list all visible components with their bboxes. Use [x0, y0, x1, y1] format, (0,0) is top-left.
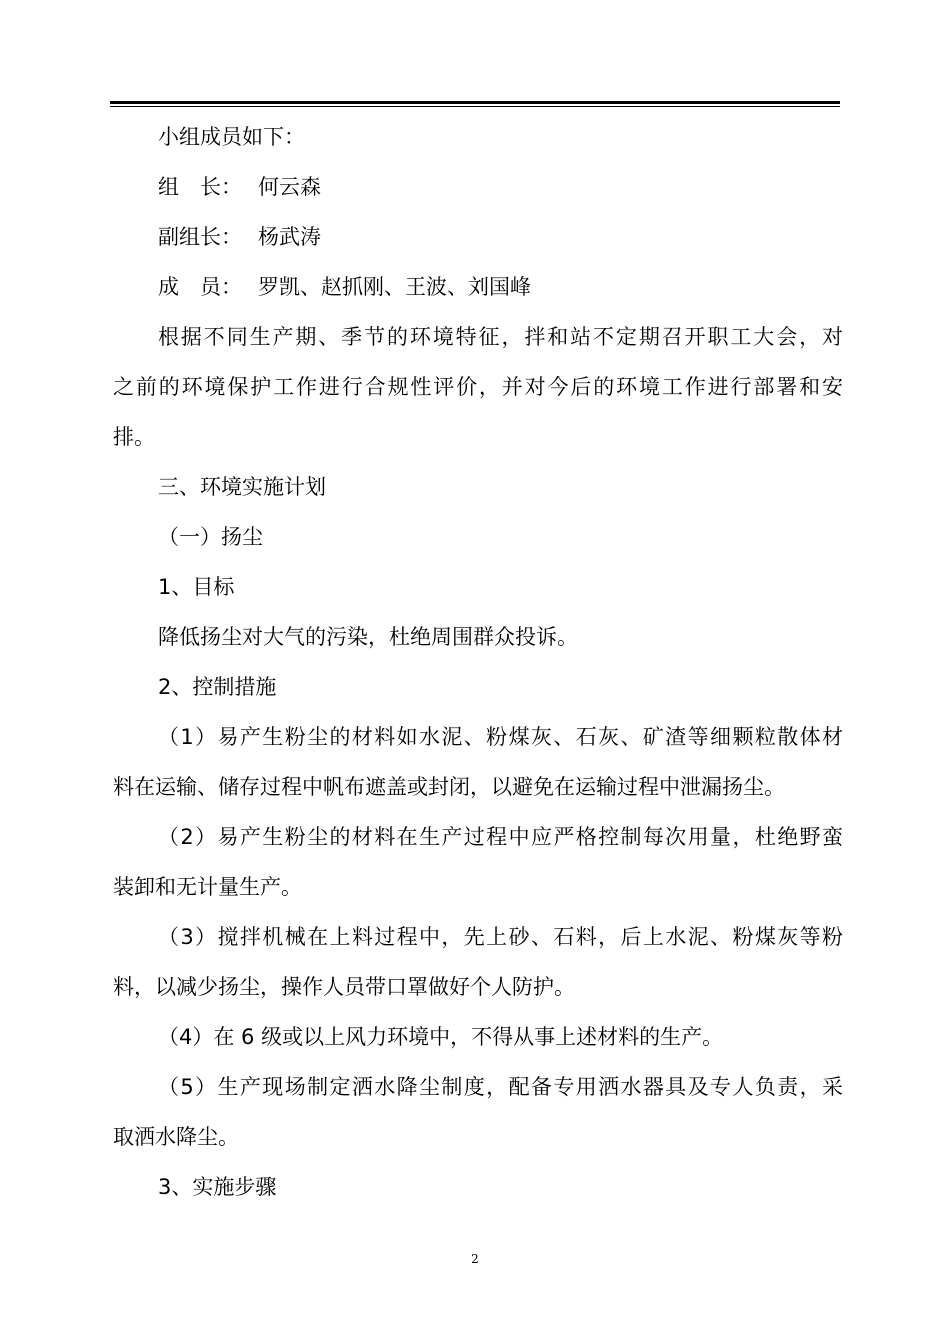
header-rule-thick: [110, 101, 840, 104]
target-heading: 1、目标: [158, 575, 235, 599]
member-names: 何云森: [258, 175, 321, 199]
measure-3-line: 料，以减少扬尘，操作人员带口罩做好个人防护。: [113, 975, 575, 999]
member-names: 罗凯、赵抓刚、王波、刘国峰: [258, 275, 531, 299]
header-rule-thin: [110, 106, 840, 107]
target-text: 降低扬尘对大气的污染，杜绝周围群众投诉。: [158, 625, 578, 649]
member-row-leader: [113, 162, 843, 212]
member-row-deputy: [113, 212, 843, 262]
paragraph-line: 排。: [113, 425, 155, 449]
measure-4-line: （4）在 6 级或以上风力环境中，不得从事上述材料的生产。: [158, 1025, 724, 1049]
document-body: [113, 112, 843, 1212]
measure-2-line: （2）易产生粉尘的材料在生产过程中应严格控制每次用量，杜绝野蛮: [158, 825, 843, 849]
measure-5-line: 取洒水降尘。: [113, 1125, 239, 1149]
section-title: 三、环境实施计划: [158, 475, 326, 499]
subsection-title: （一）扬尘: [158, 525, 263, 549]
member-label: 组 长：: [158, 175, 242, 199]
member-row-members: [113, 262, 843, 312]
paragraph-line: 之前的环境保护工作进行合规性评价，并对今后的环境工作进行部署和安: [113, 375, 843, 399]
member-label: 成 员：: [158, 275, 242, 299]
measure-3-line: （3）搅拌机械在上料过程中，先上砂、石料，后上水泥、粉煤灰等粉: [158, 925, 843, 949]
steps-heading: 3、实施步骤: [158, 1175, 277, 1199]
paragraph-line: 根据不同生产期、季节的环境特征，拌和站不定期召开职工大会，对: [158, 325, 843, 349]
member-names: 杨武涛: [258, 225, 321, 249]
measure-5-line: （5）生产现场制定洒水降尘制度，配备专用洒水器具及专人负责，采: [158, 1075, 843, 1099]
members-intro: 小组成员如下：: [158, 125, 305, 149]
measure-1-line: 料在运输、储存过程中帆布遮盖或封闭，以避免在运输过程中泄漏扬尘。: [113, 775, 785, 799]
member-label: 副组长：: [158, 225, 242, 249]
measures-heading: 2、控制措施: [158, 675, 277, 699]
page-number: 2: [471, 1252, 479, 1266]
measure-2-line: 装卸和无计量生产。: [113, 875, 302, 899]
measure-1-line: （1）易产生粉尘的材料如水泥、粉煤灰、石灰、矿渣等细颗粒散体材: [158, 725, 843, 749]
